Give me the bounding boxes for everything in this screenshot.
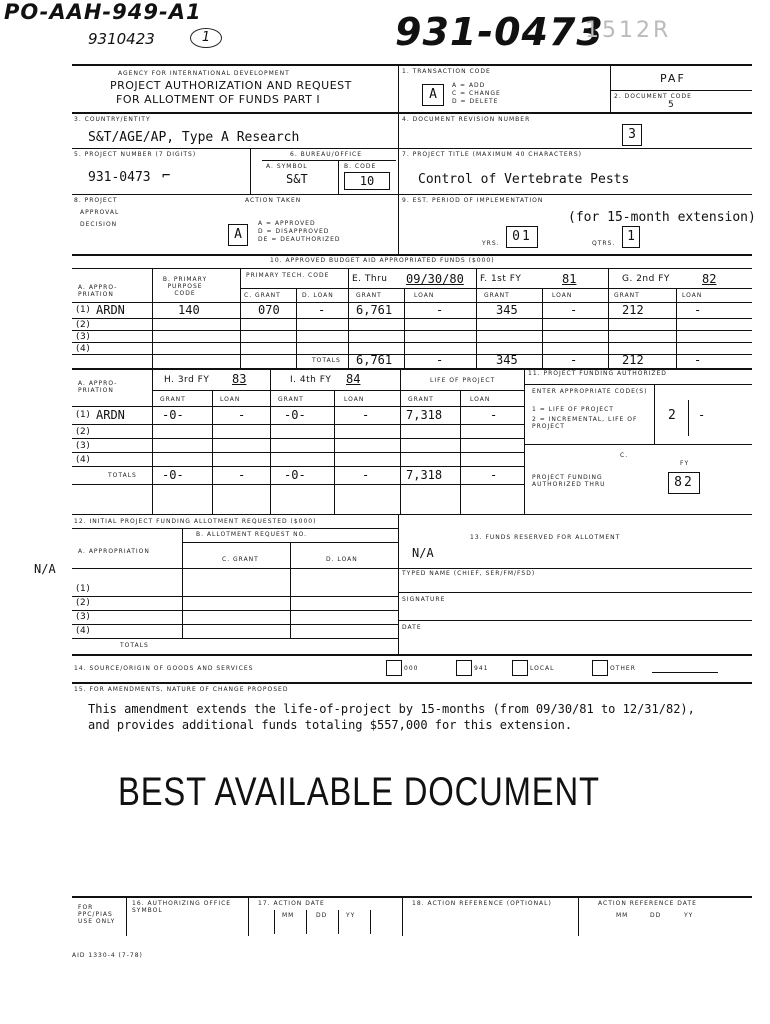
document-code-label: 2. DOCUMENT CODE [614, 93, 692, 100]
action-option-approved: A = APPROVED [258, 220, 316, 227]
form-id: AID 1330-4 (7-78) [72, 952, 143, 959]
budget-total-e-loan: - [436, 353, 444, 367]
project-title-value: Control of Vertebrate Pests [418, 172, 630, 187]
budget-f-grant-head: GRANT [484, 292, 510, 299]
budget2-total-i-grant: -0- [284, 468, 306, 482]
budget-c-grant: C. GRANT [244, 292, 281, 299]
years-label: YRS. [482, 240, 500, 247]
code-option-incremental: 2 = INCREMENTAL, LIFE OF PROJECT [532, 416, 638, 430]
budget2-h-loan-head: LOAN [220, 396, 241, 403]
project-number-value: 931-0473 [88, 170, 151, 185]
budget-row1-g-grant: 212 [622, 303, 644, 317]
transaction-option-add: A = ADD [452, 82, 486, 89]
budget-row1-e-grant: 6,761 [356, 303, 393, 317]
transaction-option-change: C = CHANGE [452, 90, 501, 97]
years-box[interactable]: 01 [506, 226, 538, 248]
period-note: (for 15-month extension) [568, 210, 756, 225]
table-row-number: (1) [76, 410, 91, 420]
budget2-h-year: 83 [232, 372, 247, 386]
bureau-symbol-label: A. SYMBOL [266, 163, 308, 170]
budget2-row1-life-loan: - [490, 408, 498, 422]
allotment-na: N/A [34, 562, 56, 576]
funding-fy-box[interactable]: 82 [668, 472, 700, 494]
budget-row1-tech-loan: - [318, 303, 326, 317]
budget-col-appropriation: A. APPRO- PRIATION [78, 284, 118, 298]
amendments-label: 15. FOR AMENDMENTS, NATURE OF CHANGE PROPOSED [74, 686, 289, 693]
budget2-col-i: I. 4th FY [290, 375, 332, 385]
best-available-stamp: BEST AVAILABLE DOCUMENT [118, 770, 600, 814]
budget-col-primary-purpose: B. PRIMARY PURPOSE CODE [162, 276, 208, 297]
paf-label: PAF [660, 72, 686, 85]
action-ref-date-dd: DD [650, 912, 662, 919]
funding-code-value: 2 [668, 408, 676, 423]
budget2-total-h-grant: -0- [162, 468, 184, 482]
funding-c-label: C. [620, 452, 629, 459]
footer-for-label: FOR PPC/PIAS USE ONLY [78, 904, 116, 925]
budget2-row1-i-loan: - [362, 408, 370, 422]
authorizing-office-label: 16. AUTHORIZING OFFICE SYMBOL [132, 900, 232, 914]
action-taken-box[interactable]: A [228, 224, 248, 246]
source-941-checkbox[interactable] [456, 660, 472, 676]
table-row-number: (3) [76, 332, 91, 342]
budget-col-e: E. Thru [352, 274, 388, 284]
faint-stamp: 1512R [585, 18, 672, 43]
table-row-number: (4) [76, 344, 91, 354]
funding-code-dash: - [698, 408, 706, 422]
source-other-label: OTHER [610, 665, 636, 672]
budget2-i-year: 84 [346, 372, 361, 386]
agency-line: AGENCY FOR INTERNATIONAL DEVELOPMENT [118, 70, 290, 77]
budget2-row1-appropriation: ARDN [96, 408, 125, 422]
budget-total-f-grant: 345 [496, 353, 518, 367]
funds-reserved-label: 13. FUNDS RESERVED FOR ALLOTMENT [470, 534, 621, 541]
funds-reserved-value: N/A [412, 546, 434, 560]
source-label: 14. SOURCE/ORIGIN OF GOODS AND SERVICES [74, 665, 254, 672]
budget2-total-h-loan: - [238, 468, 246, 482]
budget2-col-appropriation: A. APPRO- PRIATION [78, 380, 118, 394]
budget-g-year: 82 [702, 272, 717, 286]
source-000-checkbox[interactable] [386, 660, 402, 676]
budget2-i-loan-head: LOAN [344, 396, 365, 403]
budget-total-f-loan: - [570, 353, 578, 367]
handwritten-reference: PO-AAH-949-A1 [4, 0, 202, 24]
allotment-col-appropriation: A. APPROPRIATION [78, 548, 150, 555]
budget-e-loan-head: LOAN [414, 292, 435, 299]
action-ref-date-yy: YY [684, 912, 694, 919]
country-value: S&T/AGE/AP, Type A Research [88, 130, 300, 145]
action-reference-label: 18. ACTION REFERENCE (OPTIONAL) [412, 900, 552, 907]
form-title-line-2: FOR ALLOTMENT OF FUNDS PART I [116, 93, 321, 106]
budget-row1-e-loan: - [436, 303, 444, 317]
approval-label-3: DECISION [80, 221, 118, 228]
budget2-total-life-grant: 7,318 [406, 468, 443, 482]
quarters-label: QTRS. [592, 240, 616, 247]
budget2-i-grant-head: GRANT [278, 396, 304, 403]
action-option-disapproved: D = DISAPPROVED [258, 228, 330, 235]
bureau-code-label: B. CODE [344, 163, 377, 170]
handwritten-reference-secondary: 9310423 [88, 30, 155, 48]
budget-section-label: 10. APPROVED BUDGET AID APPROPRIATED FUNDS ($000) [270, 257, 495, 264]
bureau-code-box[interactable]: 10 [344, 172, 390, 190]
source-941-label: 941 [474, 665, 489, 672]
budget-total-e-grant: 6,761 [356, 353, 393, 367]
period-label: 9. EST. PERIOD OF IMPLEMENTATION [402, 197, 544, 204]
document-number-large: 931-0473 [395, 10, 604, 54]
budget-row1-purpose: 140 [178, 303, 200, 317]
approval-label-2: APPROVAL [80, 209, 120, 216]
action-date-yy: YY [346, 912, 356, 919]
budget2-col-h: H. 3rd FY [164, 375, 210, 385]
transaction-code-label: 1. TRANSACTION CODE [402, 68, 491, 75]
budget-total-g-grant: 212 [622, 353, 644, 367]
table-row-number: (1) [76, 584, 91, 594]
budget2-row1-i-grant: -0- [284, 408, 306, 422]
funding-thru-label: PROJECT FUNDING AUTHORIZED THRU [532, 474, 606, 488]
funding-fy-label: FY [680, 460, 690, 467]
quarters-box[interactable]: 1 [622, 226, 640, 248]
typed-name-label: TYPED NAME (CHIEF, SER/FM/FSD) [402, 570, 536, 577]
approval-label-1: 8. PROJECT [74, 197, 118, 204]
budget2-total-i-loan: - [362, 468, 370, 482]
budget-col-f: F. 1st FY [480, 274, 522, 284]
form-title-line-1: PROJECT AUTHORIZATION AND REQUEST [110, 79, 352, 92]
source-000-label: 000 [404, 665, 419, 672]
amendment-text-line-1: This amendment extends the life-of-project by 15-months (from 09/30/81 to 12/31/82), [88, 702, 695, 716]
action-option-deauthorized: DE = DEAUTHORIZED [258, 236, 341, 243]
budget2-col-life: LIFE OF PROJECT [430, 377, 496, 384]
table-row-number: (3) [76, 612, 91, 622]
project-number-label: 5. PROJECT NUMBER (7 DIGITS) [74, 151, 197, 158]
code-option-life: 1 = LIFE OF PROJECT [532, 406, 614, 413]
allotment-col-b: B. ALLOTMENT REQUEST NO. [196, 531, 308, 538]
budget-d-loan: D. LOAN [302, 292, 334, 299]
budget-g-loan-head: LOAN [682, 292, 703, 299]
document-revision-label: 4. DOCUMENT REVISION NUMBER [402, 116, 531, 123]
budget-row1-f-grant: 345 [496, 303, 518, 317]
action-ref-date-mm: MM [616, 912, 629, 919]
budget-row1-f-loan: - [570, 303, 578, 317]
budget2-total-life-loan: - [490, 468, 498, 482]
budget-e-date: 09/30/80 [406, 272, 464, 286]
budget-col-tech-code: PRIMARY TECH. CODE [246, 272, 330, 279]
budget-row1-appropriation: ARDN [96, 303, 125, 317]
action-date-label: 17. ACTION DATE [258, 900, 325, 907]
budget-row1-tech-grant: 070 [258, 303, 280, 317]
bureau-label: 6. BUREAU/OFFICE [290, 151, 362, 158]
budget-row1-g-loan: - [694, 303, 702, 317]
allotment-col-loan: D. LOAN [326, 556, 358, 563]
budget-f-loan-head: LOAN [552, 292, 573, 299]
budget2-totals-label: TOTALS [108, 472, 137, 479]
transaction-option-delete: D = DELETE [452, 98, 499, 105]
document-code-value: 5 [668, 100, 675, 110]
action-date-dd: DD [316, 912, 328, 919]
allotment-col-grant: C. GRANT [222, 556, 259, 563]
budget-e-grant-head: GRANT [356, 292, 382, 299]
bureau-symbol-value: S&T [286, 172, 308, 186]
action-taken-label: ACTION TAKEN [245, 197, 302, 204]
budget2-col-project-funding: 11. PROJECT FUNDING AUTHORIZED [528, 370, 667, 377]
table-row-number: (3) [76, 441, 91, 451]
date-label: DATE [402, 624, 422, 631]
budget-total-g-loan: - [694, 353, 702, 367]
transaction-code-box[interactable]: A [422, 84, 444, 106]
budget2-row1-life-grant: 7,318 [406, 408, 443, 422]
budget-col-g: G. 2nd FY [622, 274, 670, 284]
table-row-number: (2) [76, 427, 91, 437]
allotment-section-label: 12. INITIAL PROJECT FUNDING ALLOTMENT REQUESTED ($000) [74, 518, 317, 525]
source-local-checkbox[interactable] [512, 660, 528, 676]
budget2-row1-h-grant: -0- [162, 408, 184, 422]
enter-codes-label: ENTER APPROPRIATE CODE(S) [532, 388, 648, 395]
signature-label: SIGNATURE [402, 596, 446, 603]
table-row-number: (2) [76, 320, 91, 330]
budget-totals-label: TOTALS [312, 357, 341, 364]
table-row-number: (2) [76, 598, 91, 608]
amendment-text-line-2: and provides additional funds totaling $557,000 for this extension. [88, 718, 573, 732]
source-other-checkbox[interactable] [592, 660, 608, 676]
table-row-number: (4) [76, 455, 91, 465]
table-row-number: (1) [76, 305, 91, 315]
source-local-label: LOCAL [530, 665, 555, 672]
document-revision-box[interactable]: 3 [622, 124, 642, 146]
budget-f-year: 81 [562, 272, 577, 286]
country-label: 3. COUNTRY/ENTITY [74, 116, 151, 123]
budget-g-grant-head: GRANT [614, 292, 640, 299]
handwritten-circle-mark: 1 [190, 28, 222, 48]
budget2-h-grant-head: GRANT [160, 396, 186, 403]
action-date-mm: MM [282, 912, 295, 919]
project-title-label: 7. PROJECT TITLE (MAXIMUM 40 CHARACTERS) [402, 151, 582, 158]
table-row-number: (4) [76, 626, 91, 636]
allotment-totals-label: TOTALS [120, 642, 149, 649]
action-reference-date-label: ACTION REFERENCE DATE [598, 900, 697, 907]
budget2-row1-h-loan: - [238, 408, 246, 422]
budget2-life-loan-head: LOAN [470, 396, 491, 403]
budget2-life-grant-head: GRANT [408, 396, 434, 403]
